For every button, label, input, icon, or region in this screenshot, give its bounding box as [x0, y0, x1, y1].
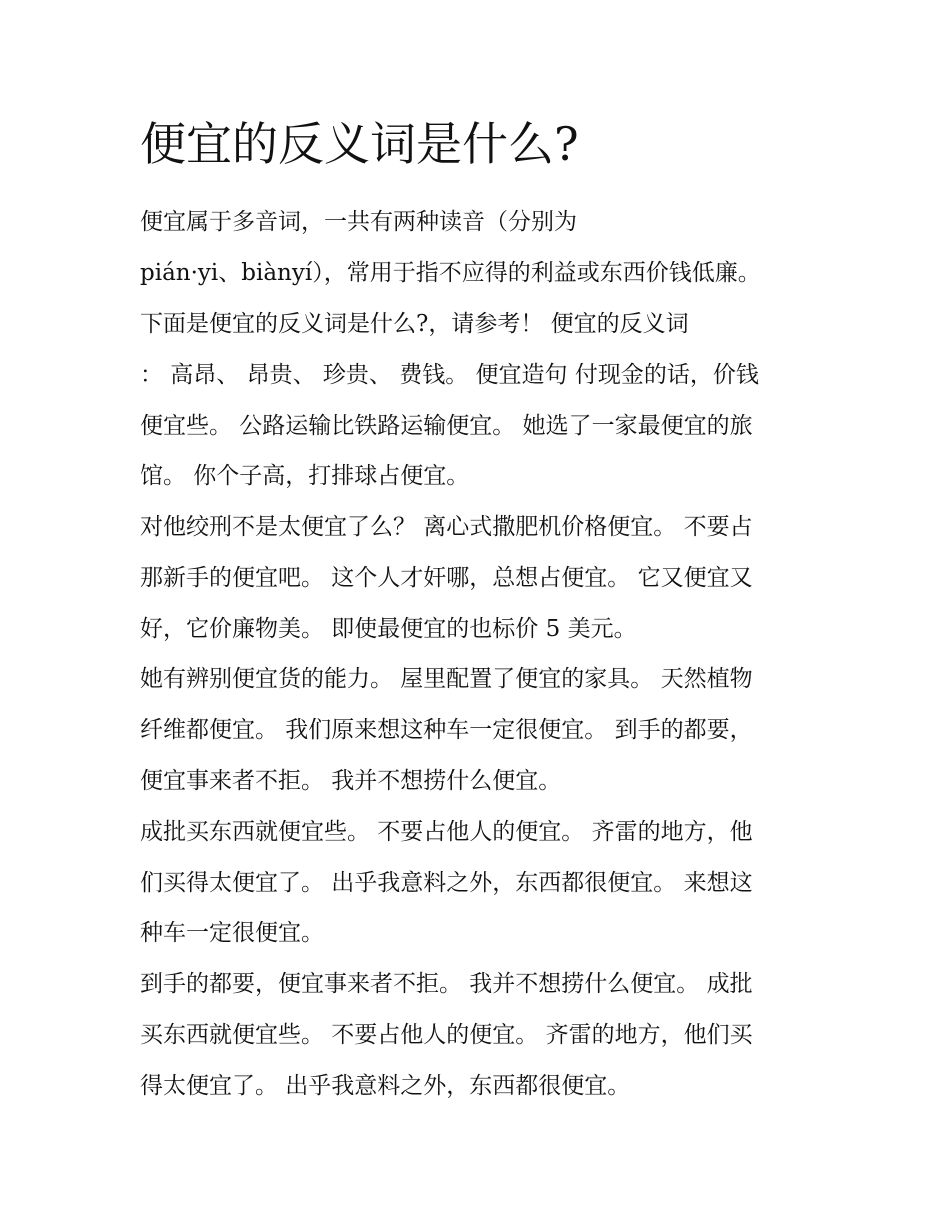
text-line: 对他绞刑不是太便宜了么？ 离心式撒肥机价格便宜。 不要占 — [140, 514, 753, 540]
text-line: 买东西就便宜些。 不要占他人的便宜。 齐雷的地方，他们买 — [140, 1022, 753, 1048]
text-line: pián·yi、biànyí），常用于指不应得的利益或东西价钱低廉。 — [140, 260, 761, 286]
text-line: 到手的都要，便宜事来者不拒。 我并不想捞什么便宜。 成批 — [140, 971, 753, 997]
text-line: 下面是便宜的反义词是什么?，请参考！ 便宜的反义词 — [140, 311, 689, 337]
text-line: 们买得太便宜了。 出乎我意料之外，东西都很便宜。 来想这 — [140, 870, 753, 896]
text-line: ： 高昂、 昂贵、 珍贵、 费钱。 便宜造句 付现金的话，价钱 — [140, 362, 759, 388]
text-line: 好，它价廉物美。 即使最便宜的也标价 5 美元。 — [140, 616, 637, 642]
text-line: 纤维都便宜。 我们原来想这种车一定很便宜。 到手的都要， — [140, 717, 753, 743]
text-line: 便宜事来者不拒。 我并不想捞什么便宜。 — [140, 768, 562, 794]
text-line: 种车一定很便宜。 — [140, 920, 324, 946]
text-line: 那新手的便宜吧。 这个人才奸哪，总想占便宜。 它又便宜又 — [140, 565, 753, 591]
text-line: 她有辨别便宜货的能力。 屋里配置了便宜的家具。 天然植物 — [140, 666, 753, 692]
text-line: 成批买东西就便宜些。 不要占他人的便宜。 齐雷的地方，他 — [140, 819, 753, 845]
text-line: 馆。 你个子高，打排球占便宜。 — [140, 463, 470, 489]
text-line: 便宜属于多音词，一共有两种读音（分别为 — [140, 209, 577, 235]
text-line: 便宜些。 公路运输比铁路运输便宜。 她选了一家最便宜的旅 — [140, 413, 753, 439]
page-title: 便宜的反义词是什么? — [140, 117, 579, 171]
text-line: 得太便宜了。 出乎我意料之外，东西都很便宜。 — [140, 1073, 631, 1099]
